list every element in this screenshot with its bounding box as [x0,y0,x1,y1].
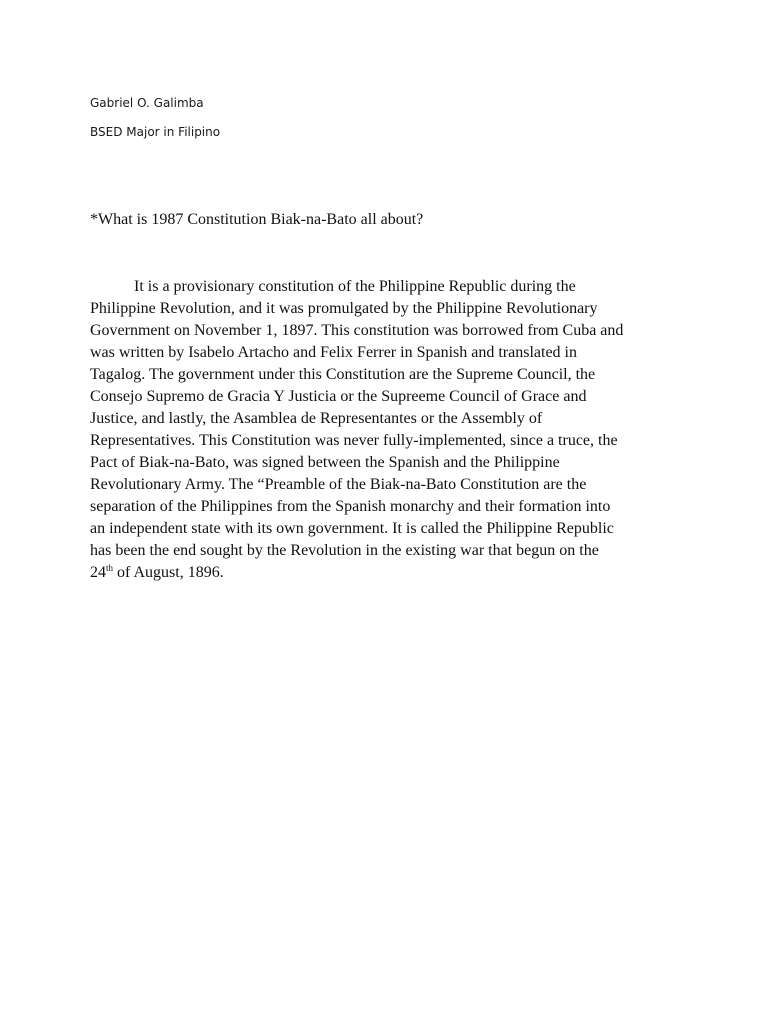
paragraph-line: It is a provisionary constitution of the Philippine Republic during the [134,278,576,295]
question-heading: *What is 1987 Constitution Biak-na-Bato all about? [90,211,424,228]
paragraph-line: separation of the Philippines from the Spanish monarchy and their formation into [90,498,611,515]
program-name: BSED Major in Filipino [90,125,221,139]
paragraph-line: an independent state with its own government. It is called the Philippine Republic [90,520,614,537]
date-rest: of August, 1896. [113,564,224,581]
paragraph-line: Justice, and lastly, the Asamblea de Representantes or the Assembly of [90,410,543,427]
paragraph-line: Revolutionary Army. The “Preamble of the Biak-na-Bato Constitution are the [90,476,587,493]
paragraph-line: has been the end sought by the Revolution in the existing war that begun on the [90,542,599,559]
date-number: 24 [90,564,106,581]
paragraph-line: Tagalog. The government under this Constitution are the Supreme Council, the [90,366,596,383]
paragraph-line: Government on November 1, 1897. This constitution was borrowed from Cuba and [90,322,624,339]
ordinal-suffix: th [106,563,114,573]
paragraph-line: Consejo Supremo de Gracia Y Justicia or the Supreeme Council of Grace and [90,388,587,405]
paragraph-line: was written by Isabelo Artacho and Felix Ferrer in Spanish and translated in [90,344,577,361]
paragraph-line: Representatives. This Constitution was never fully-implemented, since a truce, the [90,432,618,449]
author-name: Gabriel O. Galimba [90,96,204,110]
paragraph-line-final [90,562,690,584]
paragraph-line: Philippine Revolution, and it was promulgated by the Philippine Revolutionary [90,300,598,317]
paragraph-line: Pact of Biak-na-Bato, was signed between the Spanish and the Philippine [90,454,560,471]
body-paragraph [90,276,690,584]
